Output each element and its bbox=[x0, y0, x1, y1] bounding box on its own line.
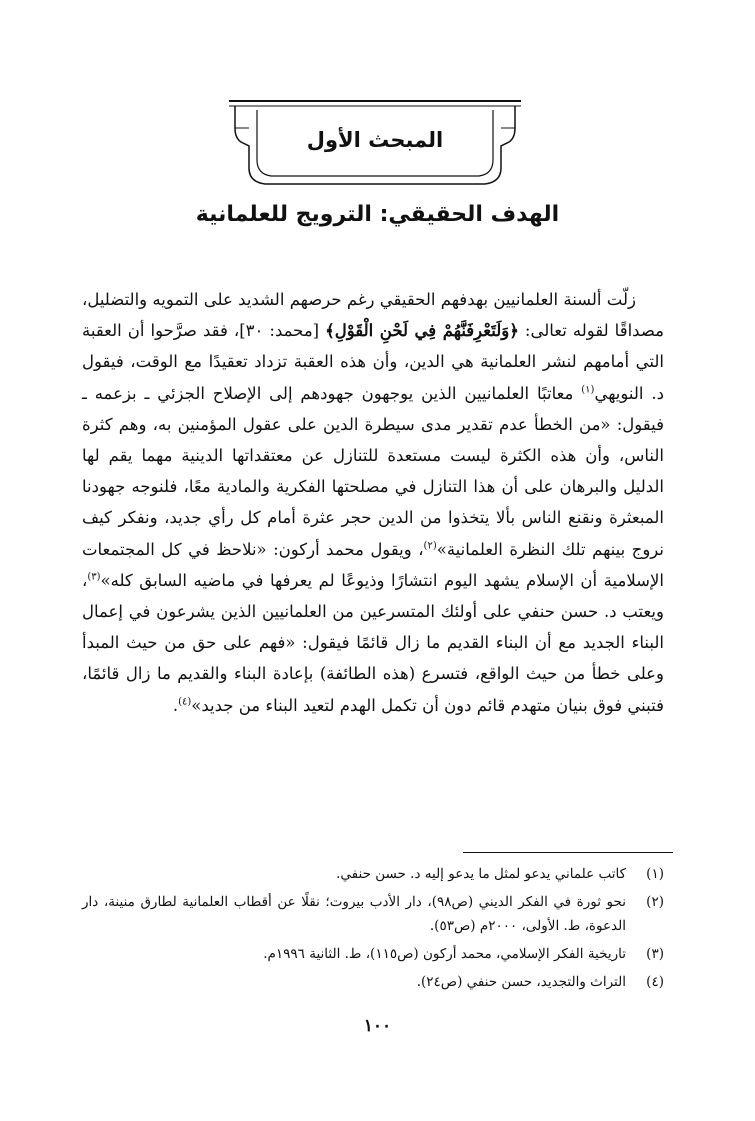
chapter-banner bbox=[225, 98, 525, 190]
footnote-item bbox=[82, 862, 664, 886]
quran-verse: ﴿وَلَتَعْرِفَنَّهُمْ فِي لَحْنِ الْقَوْلِ﴾ bbox=[325, 321, 519, 341]
footnote-text: التراث والتجديد، حسن حنفي (ص٢٤). bbox=[416, 974, 626, 990]
footnote-text: تاريخية الفكر الإسلامي، محمد أركون (ص١١٥)، ط. الثانية ١٩٩٦م. bbox=[263, 946, 626, 962]
body-text-part-6: . bbox=[172, 695, 179, 715]
body-text-part-2: [محمد: ٣٠]، فقد صرَّحوا أن العقبة التي أمامهم لنشر العلمانية هي الدين، وأن هذه العقبة تزداد تعقيدًا مع الوقت، فيقول د. النويهي bbox=[82, 321, 664, 403]
chapter-title: المبحث الأول bbox=[306, 128, 444, 152]
footnote-ref-2[interactable]: (٢) bbox=[423, 540, 437, 552]
page-number: ١٠٠ bbox=[363, 1016, 392, 1036]
footnote-number: (٤) bbox=[646, 974, 664, 990]
body-text-part-4: ، ويقول محمد أركون: «نلاحظ في كل المجتمعات الإسلامية أن الإسلام يشهد اليوم انتشارًا وذيوعًا لم يعرفها في ماضيه السابق كله» bbox=[82, 539, 664, 590]
body-paragraph bbox=[82, 284, 664, 721]
footnote-item bbox=[82, 890, 664, 938]
footnote-ref-3[interactable]: (٣) bbox=[87, 571, 101, 583]
footnote-text: نحو ثورة في الفكر الديني (ص٩٨)، دار الأدب بيروت؛ نقلًا عن أقطاب العلمانية لطارق منينة، دار الدعوة، ط. الأولى، ٢٠٠٠م (ص٥٣). bbox=[82, 894, 626, 934]
footnote-item bbox=[82, 942, 664, 966]
footnote-number: (١) bbox=[646, 866, 664, 882]
body-text bbox=[82, 284, 664, 721]
body-text-part-1: زلّت ألسنة العلمانيين بهدفهم الحقيقي رغم حرصهم الشديد على التمويه والتضليل، مصداقًا لقوله تعالى: bbox=[82, 290, 664, 341]
section-heading: الهدف الحقيقي: الترويج للعلمانية bbox=[195, 202, 560, 227]
footnote-divider bbox=[463, 852, 673, 853]
footnotes-list bbox=[82, 862, 664, 998]
footnote-item bbox=[82, 970, 664, 994]
body-text-part-3: معاتبًا العلمانيين الذين يوجهون جهودهم إلى الإصلاح الجزئي ـ بزعمه ـ فيقول: «من الخطأ عدم تقدير مدى سيطرة الدين على عقول المؤمنين به، وهم كثرة الناس، وأن هذه الكثرة ليست مستعدة للتنازل عن معتقداتها الدينية مهما يقم لها الدليل والبرهان على أن هذا التنازل في مصلحتها الفكرية والمادية معًا، فلنوجه جهودنا المبعثرة ونقنع الناس بألا يتخذوا من الدين حجر عثرة أمام كل رأي جديد، ونفكر كيف نروج بينهم تلك النظرة العلمانية» bbox=[82, 383, 665, 559]
footnote-number: (٣) bbox=[646, 946, 664, 962]
footnote-number: (٢) bbox=[646, 894, 664, 910]
footnote-ref-4[interactable]: (٤) bbox=[178, 696, 192, 708]
footnote-text: كاتب علماني يدعو لمثل ما يدعو إليه د. حسن حنفي. bbox=[336, 866, 626, 882]
body-text-part-5: ، ويعتب د. حسن حنفي على أولئك المتسرعين من العلمانيين الذين يشرعون في إعمال البناء الجديد مع أن البناء القديم ما زال قائمًا فيقول: «فهم على حق من حيث المبدأ وعلى خطأ من حيث الواقع، فتسرع (هذه الطائفة) بإعادة البناء والقديم ما زال قائمًا، فتبني فوق بنيان متهدم قائم دون أن تكمل الهدم لتعيد البناء من جديد» bbox=[82, 570, 664, 715]
footnote-ref-1[interactable]: (١) bbox=[581, 384, 595, 396]
